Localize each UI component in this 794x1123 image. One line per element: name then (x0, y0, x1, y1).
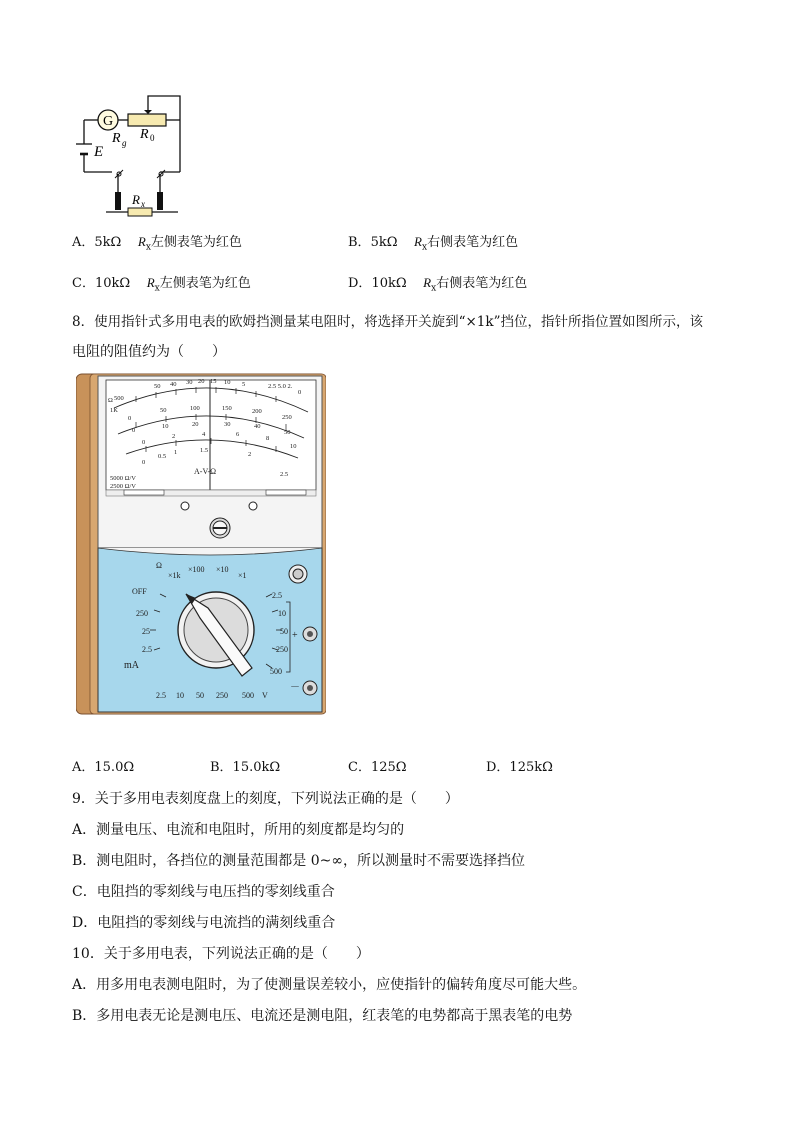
svg-text:2.5: 2.5 (156, 691, 166, 700)
svg-text:2: 2 (172, 433, 176, 440)
svg-text:×1k: ×1k (168, 571, 181, 580)
svg-text:5000 Ω/V: 5000 Ω/V (110, 475, 136, 482)
resistor-r0 (128, 114, 166, 126)
svg-text:1.5: 1.5 (200, 447, 209, 454)
svg-text:R: R (112, 131, 121, 146)
multimeter-figure (76, 372, 326, 716)
svg-text:0: 0 (142, 439, 146, 446)
svg-text:×1: ×1 (238, 571, 247, 580)
svg-text:40: 40 (170, 381, 177, 388)
q9-option-a: A．测量电压、电流和电阻时，所用的刻度都是均匀的 (72, 822, 405, 838)
q9-stem: 9．关于多用电表刻度盘上的刻度，下列说法正确的是（ ） (72, 791, 459, 807)
svg-text:10: 10 (290, 443, 297, 450)
svg-text:×100: ×100 (188, 565, 205, 574)
svg-text:0: 0 (128, 415, 132, 422)
q8-option-a: A．15.0Ω (72, 760, 135, 775)
svg-text:+: + (292, 630, 298, 641)
svg-text:200: 200 (252, 408, 262, 415)
svg-text:50: 50 (280, 627, 288, 636)
svg-text:G: G (103, 114, 114, 129)
svg-text:2.5 5.0 2.: 2.5 5.0 2. (268, 383, 293, 390)
svg-text:2500 Ω/V: 2500 Ω/V (110, 483, 136, 490)
svg-text:1K: 1K (110, 407, 118, 414)
q7-option-a: A．5kΩ $R_x$左侧表笔为红色 (72, 234, 242, 253)
svg-text:50: 50 (160, 407, 167, 414)
q9-option-d: D．电阻挡的零刻线与电流挡的满刻线重合 (72, 915, 336, 931)
q9-option-b: B．测电阻时，各挡位的测量范围都是 0~∞，所以测量时不需要选择挡位 (72, 853, 526, 869)
q7-option-c: C．10kΩ $R_x$左侧表笔为红色 (72, 275, 251, 294)
svg-text:g: g (122, 138, 127, 148)
svg-text:30: 30 (186, 379, 193, 386)
svg-text:500: 500 (242, 691, 254, 700)
q7-option-b: B．5kΩ $R_x$右侧表笔为红色 (348, 234, 519, 253)
svg-text:R: R (132, 192, 140, 207)
svg-text:30: 30 (224, 421, 231, 428)
svg-text:2.5: 2.5 (272, 591, 282, 600)
svg-text:8: 8 (266, 435, 270, 442)
svg-text:OFF: OFF (132, 587, 147, 596)
svg-text:Ω: Ω (108, 397, 113, 404)
svg-text:20: 20 (198, 378, 205, 385)
svg-text:50: 50 (196, 691, 204, 700)
svg-text:mA: mA (124, 660, 139, 671)
svg-text:V: V (262, 691, 268, 700)
svg-text:10: 10 (224, 379, 231, 386)
svg-text:40: 40 (254, 423, 261, 430)
svg-text:150: 150 (222, 405, 232, 412)
q10-option-b: B．多用电表无论是测电压、电流还是测电阻，红表笔的电势都高于黑表笔的电势 (72, 1008, 573, 1024)
q8-option-c: C．125Ω (348, 760, 407, 775)
svg-text:20: 20 (192, 421, 199, 428)
svg-text:0: 0 (298, 389, 302, 396)
svg-text:0: 0 (142, 459, 146, 466)
svg-text:2: 2 (248, 451, 252, 458)
svg-text:2.5: 2.5 (280, 471, 289, 478)
svg-text:5: 5 (242, 381, 246, 388)
svg-text:R: R (140, 127, 149, 142)
svg-text:50: 50 (154, 383, 161, 390)
svg-text:x: x (141, 199, 145, 209)
q8-option-b: B．15.0kΩ (210, 760, 281, 775)
svg-text:500: 500 (114, 395, 124, 402)
resistor-rx (128, 208, 152, 216)
svg-text:A-V-Ω: A-V-Ω (194, 467, 217, 476)
q8-stem-line1: 8．使用指针式多用电表的欧姆挡测量某电阻时，将选择开关旋到“×1k”挡位，指针所指位置如图所示，该 (72, 314, 703, 330)
svg-text:10: 10 (278, 609, 286, 618)
q8-option-d: D．125kΩ (486, 760, 553, 775)
svg-text:0.5: 0.5 (158, 453, 167, 460)
svg-text:10: 10 (176, 691, 184, 700)
q10-stem: 10．关于多用电表，下列说法正确的是（ ） (72, 946, 370, 962)
svg-text:1: 1 (174, 449, 178, 456)
svg-text:50: 50 (284, 429, 291, 436)
svg-text:E: E (94, 144, 104, 160)
svg-text:0: 0 (150, 133, 155, 143)
svg-text:250: 250 (216, 691, 228, 700)
svg-text:500: 500 (270, 667, 282, 676)
svg-text:×10: ×10 (216, 565, 229, 574)
svg-text:0: 0 (132, 427, 136, 434)
q9-option-c: C．电阻挡的零刻线与电压挡的零刻线重合 (72, 884, 335, 900)
circuit-diagram (72, 92, 192, 222)
svg-text:250: 250 (276, 645, 288, 654)
q10-option-a: A．用多用电表测电阻时，为了使测量误差较小，应使指针的偏转角度尽可能大些。 (72, 977, 587, 993)
svg-text:250: 250 (282, 414, 292, 421)
svg-text:250: 250 (136, 609, 148, 618)
q7-option-d: D．10kΩ $R_x$右侧表笔为红色 (348, 275, 528, 294)
svg-text:100: 100 (190, 405, 200, 412)
svg-text:10: 10 (162, 423, 169, 430)
svg-text:2.5: 2.5 (142, 645, 152, 654)
q8-stem-line2: 电阻的阻值约为（ ） (72, 344, 226, 360)
svg-text:4: 4 (202, 431, 206, 438)
svg-text:6: 6 (236, 431, 240, 438)
svg-text:－: － (290, 682, 300, 693)
svg-text:25: 25 (142, 627, 150, 636)
svg-text:15: 15 (210, 378, 217, 385)
svg-text:Ω: Ω (156, 561, 162, 570)
